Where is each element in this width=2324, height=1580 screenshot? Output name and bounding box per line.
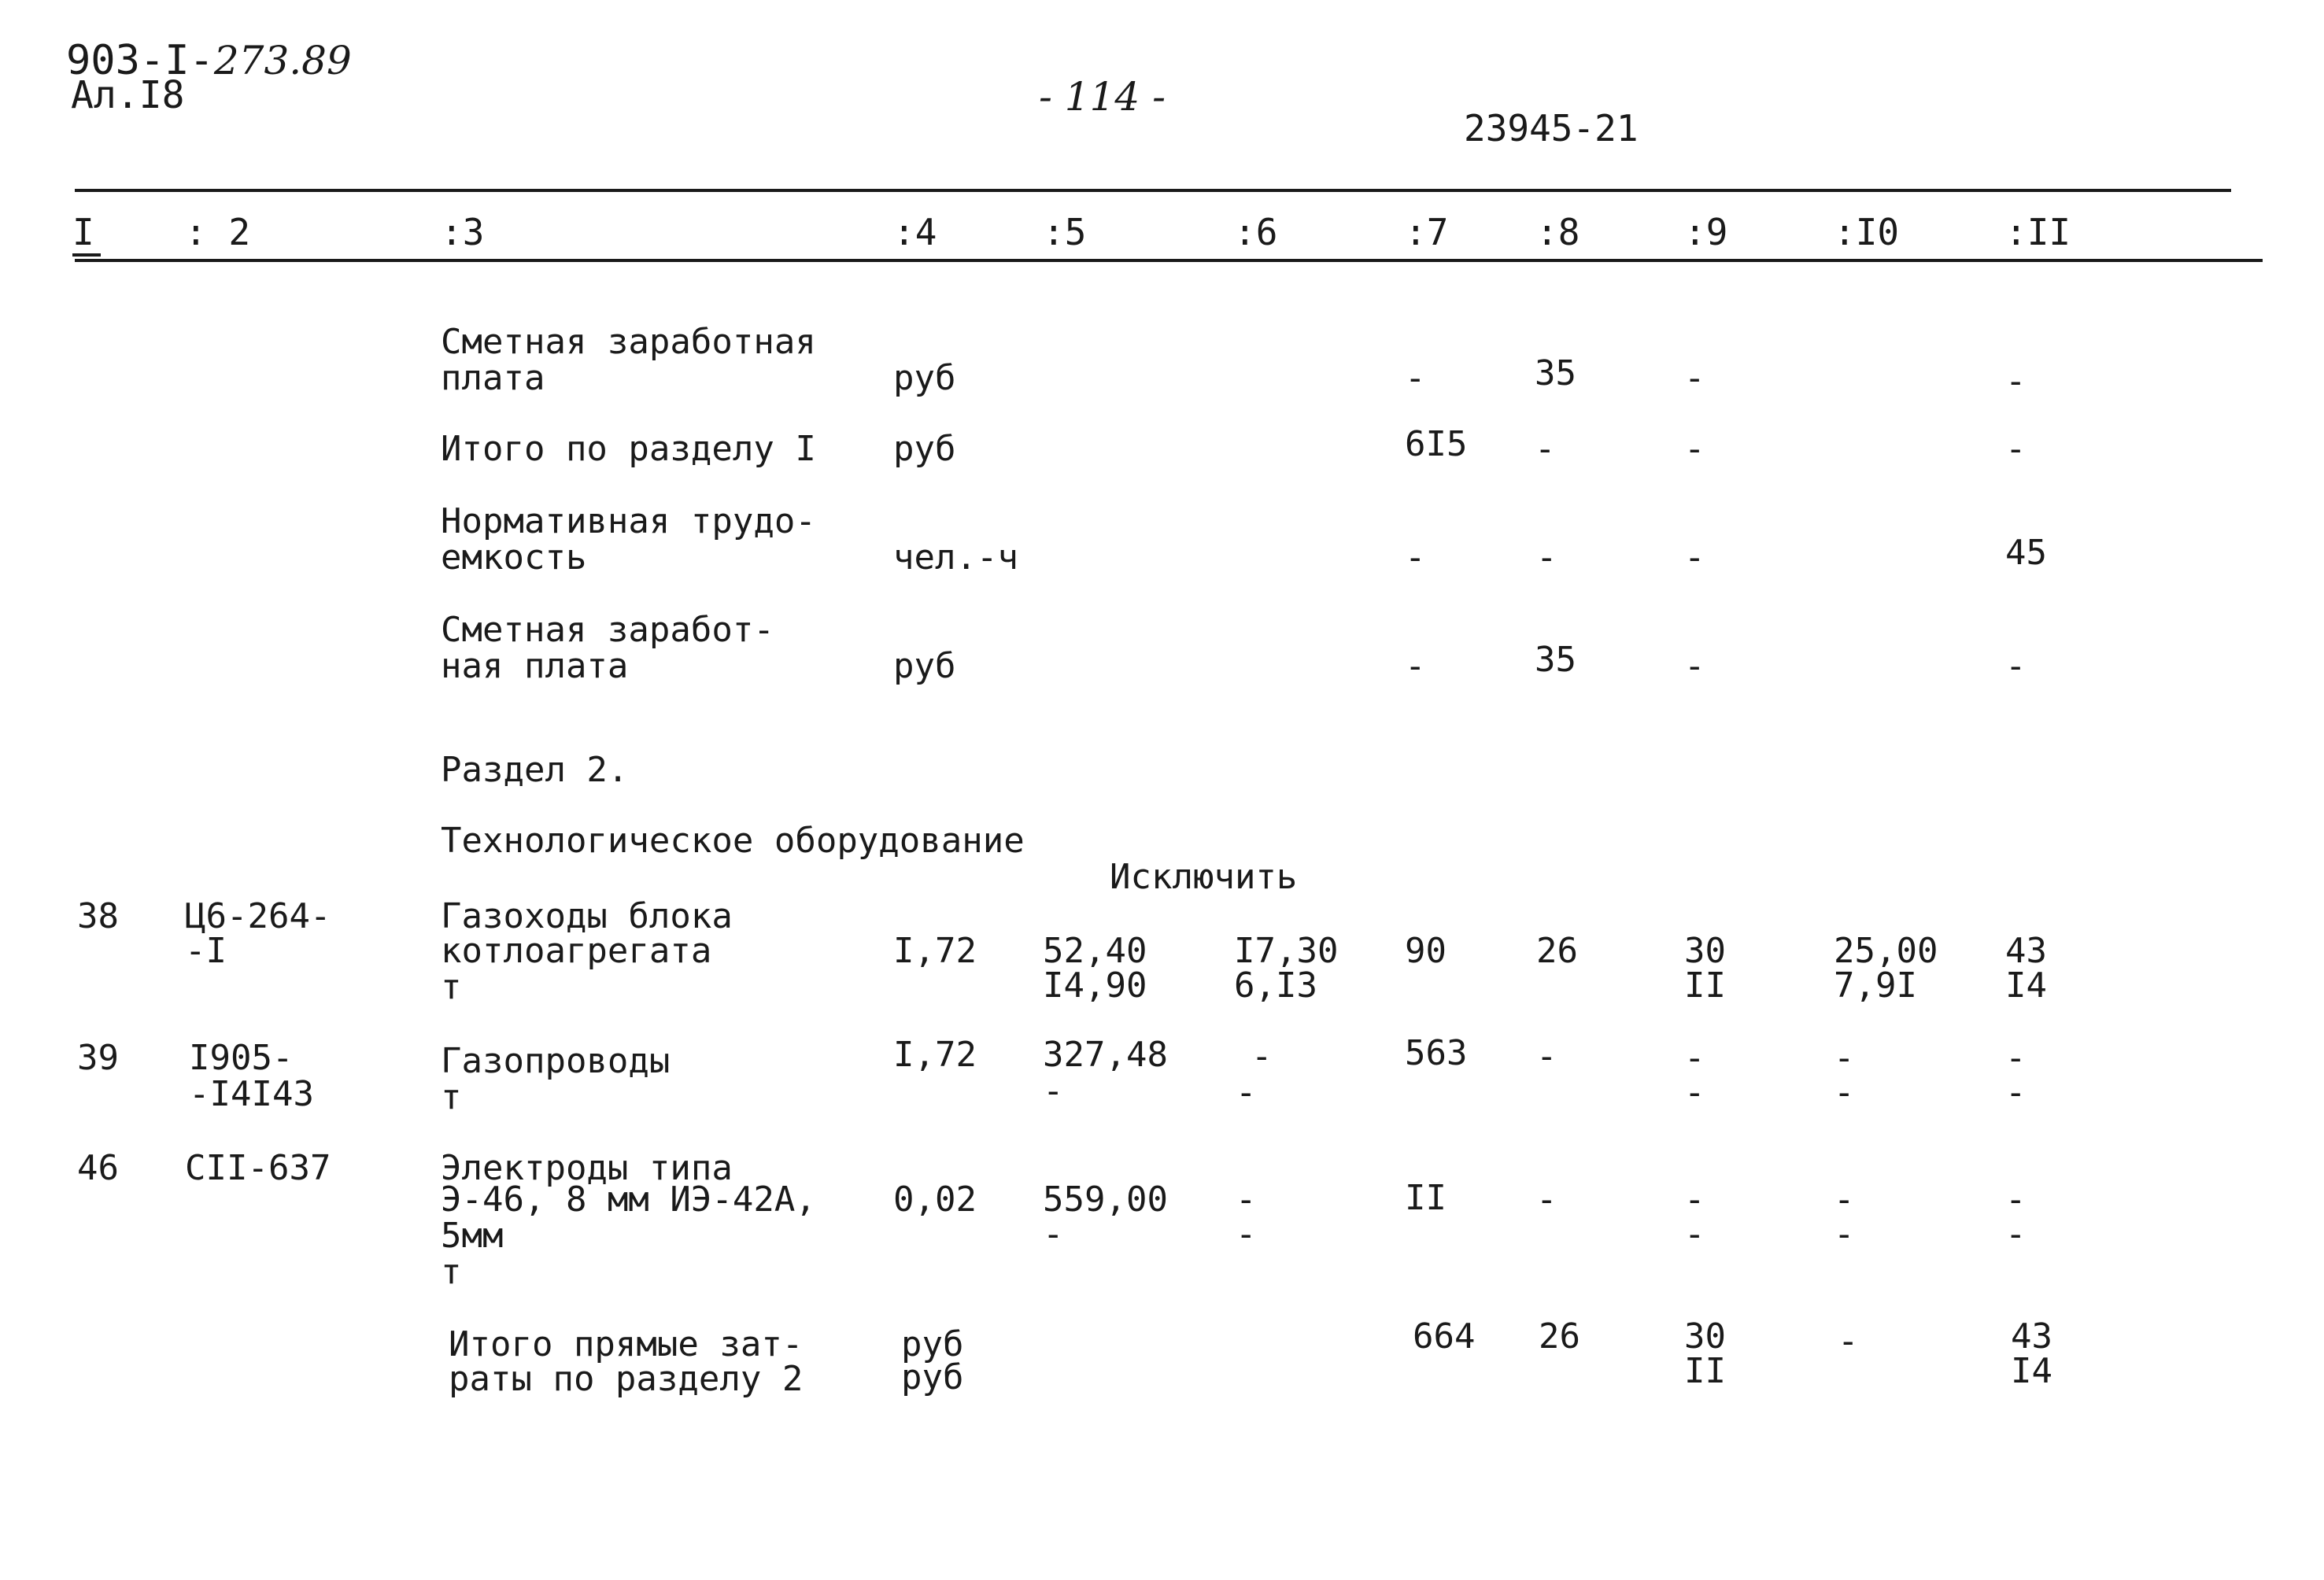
item-name: Газоходы блока: [441, 896, 733, 936]
cell-col6: -: [1236, 1179, 1257, 1220]
exclude-note: Исключить: [1110, 857, 1298, 897]
col-2-header: : 2: [185, 211, 251, 253]
cell-col9: -: [1684, 1179, 1705, 1220]
item-number: 46: [77, 1148, 119, 1188]
section-subtitle: Технологическое оборудование: [441, 821, 1025, 861]
col-8-header: :8: [1536, 211, 1580, 253]
row-unit: чел.-ч: [893, 537, 1018, 578]
cell-col5: I4,90: [1043, 965, 1147, 1006]
cell-col9: -: [1684, 537, 1705, 578]
cell-col6: -: [1236, 1214, 1257, 1254]
row-name: ная плата: [441, 646, 629, 686]
document-number: 23945-21: [1464, 107, 1639, 150]
row-name: Нормативная трудо-: [441, 501, 816, 541]
total-unit: руб: [901, 1357, 964, 1397]
item-code: Ц6-264-: [185, 896, 331, 936]
cell-col4: I,72: [893, 931, 977, 971]
col-5-header: :5: [1043, 211, 1087, 253]
cell-col8: 35: [1535, 353, 1576, 393]
cell-col10: -: [1838, 1321, 1859, 1361]
cell-col11: I4: [2011, 1351, 2052, 1391]
cell-col5: -: [1043, 1214, 1064, 1254]
page-number: - 114 -: [1039, 74, 1166, 120]
cell-col7: 6I5: [1405, 424, 1468, 464]
item-name: Газопроводы: [441, 1041, 671, 1081]
cell-col10: -: [1834, 1214, 1855, 1254]
item-name: 5мм: [441, 1216, 504, 1256]
cell-col8: -: [1536, 537, 1557, 578]
col-7-header: :7: [1405, 211, 1449, 253]
header-bottom-rule: [75, 259, 2263, 262]
cell-col5: 52,40: [1043, 931, 1147, 971]
col-6-header: :6: [1234, 211, 1278, 253]
col-10-header: :I0: [1834, 211, 1900, 253]
row-name: Сметная заработ-: [441, 610, 774, 650]
cell-col10: -: [1834, 1072, 1855, 1113]
cell-col10: 7,9I: [1834, 965, 1917, 1006]
item-unit: т: [441, 1252, 462, 1292]
cell-col9: -: [1684, 358, 1705, 398]
cell-col8: 26: [1539, 1316, 1580, 1357]
cell-col6: -: [1251, 1036, 1273, 1076]
item-number: 39: [77, 1038, 119, 1078]
item-name: Электроды типа: [441, 1148, 733, 1188]
row-unit: руб: [893, 646, 956, 686]
cell-col5: -: [1043, 1071, 1064, 1111]
row-unit: руб: [893, 429, 956, 469]
col-11-header: :II: [2005, 211, 2071, 253]
cell-col11: -: [2005, 1038, 2027, 1078]
cell-col9: 30: [1684, 931, 1726, 971]
total-unit: руб: [901, 1324, 964, 1364]
album-number: Ал.I8: [71, 73, 185, 117]
total-name: Итого прямые зат-: [449, 1324, 804, 1364]
item-name: Э-46, 8 мм ИЭ-42А,: [441, 1179, 816, 1220]
cell-col9: -: [1684, 646, 1705, 686]
cell-col6: -: [1236, 1072, 1257, 1113]
cell-col11: -: [2005, 1214, 2027, 1254]
cell-col8: 26: [1536, 931, 1578, 971]
col-9-header: :9: [1684, 211, 1728, 253]
cell-col9: -: [1684, 429, 1705, 469]
row-name: Сметная заработная: [441, 322, 816, 362]
cell-col11: I4: [2005, 965, 2047, 1006]
cell-col11: 43: [2011, 1316, 2052, 1357]
row-name: Итого по разделу I: [441, 429, 816, 469]
cell-col8: -: [1536, 1179, 1557, 1220]
item-name: котлоагрегата: [441, 931, 712, 971]
cell-col5: 559,00: [1043, 1179, 1168, 1220]
cell-col7: 563: [1405, 1033, 1468, 1073]
cell-col8: -: [1535, 429, 1556, 469]
cell-col7: -: [1405, 646, 1426, 686]
cell-col10: -: [1834, 1179, 1855, 1220]
cell-col4: 0,02: [893, 1179, 977, 1220]
cell-col9: 30: [1684, 1316, 1726, 1357]
cell-col11: 43: [2005, 931, 2047, 971]
item-unit: т: [441, 967, 462, 1007]
cell-col7: -: [1405, 358, 1426, 398]
item-code: -I4I43: [189, 1074, 314, 1114]
document-code-handwritten: 273.89: [213, 38, 352, 83]
cell-col11: -: [2005, 1072, 2027, 1113]
cell-col6: 6,I3: [1234, 965, 1317, 1006]
row-unit: руб: [893, 358, 956, 398]
col-4-header: :4: [893, 211, 937, 253]
item-code: -I: [185, 931, 227, 971]
cell-col7: II: [1405, 1178, 1446, 1218]
cell-col11: -: [2005, 1179, 2027, 1220]
item-unit: т: [441, 1077, 462, 1117]
total-name: раты по разделу 2: [449, 1359, 804, 1399]
row-name: плата: [441, 358, 545, 398]
row-name: емкость: [441, 537, 587, 578]
cell-col11: -: [2005, 361, 2027, 401]
cell-col9: II: [1684, 1351, 1726, 1391]
cell-col9: -: [1684, 1038, 1705, 1078]
item-code: I905-: [189, 1038, 294, 1078]
top-rule: [75, 189, 2231, 192]
cell-col7: 90: [1405, 931, 1446, 971]
cell-col9: -: [1684, 1214, 1705, 1254]
col-3-header: :3: [441, 211, 485, 253]
cell-col8: -: [1536, 1036, 1557, 1076]
cell-col11: -: [2005, 429, 2027, 469]
cell-col11: -: [2005, 646, 2027, 686]
col-1-header: I: [72, 211, 94, 253]
item-code: CII-637: [185, 1148, 331, 1188]
col-1-underline: [72, 253, 101, 257]
section-title: Раздел 2.: [441, 750, 629, 790]
cell-col11: 45: [2005, 533, 2047, 573]
cell-col8: 35: [1535, 640, 1576, 680]
cell-col10: 25,00: [1834, 931, 1938, 971]
cell-col7: -: [1405, 537, 1426, 578]
cell-col4: I,72: [893, 1035, 977, 1075]
cell-col7: 664: [1413, 1316, 1476, 1357]
item-number: 38: [77, 896, 119, 936]
cell-col6: I7,30: [1234, 931, 1339, 971]
cell-col9: -: [1684, 1072, 1705, 1113]
cell-col5: 327,48: [1043, 1035, 1168, 1075]
cell-col10: -: [1834, 1038, 1855, 1078]
document-code-printed: 903-I-: [66, 37, 214, 84]
cell-col9: II: [1684, 965, 1726, 1006]
